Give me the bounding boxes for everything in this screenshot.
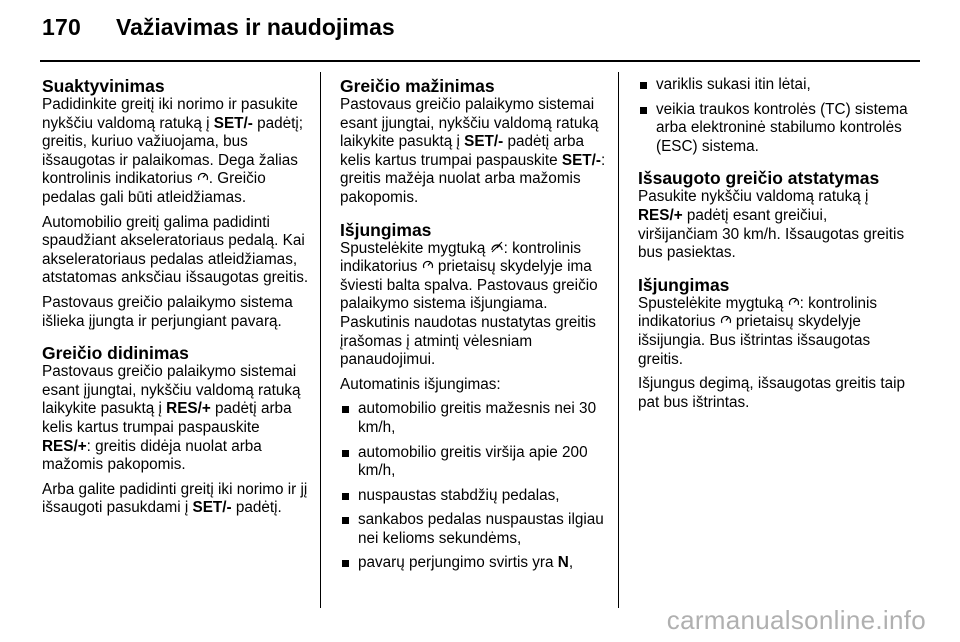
text: Spustelėkite mygtuką	[340, 239, 490, 257]
text: Pastovaus greičio palaikymo sistemai esant įjungtai, nykščiu valdomą ratuką laikykite pasuktą į	[42, 363, 301, 418]
text: padėtį arba kelis kartus trumpai paspauskite	[340, 133, 585, 169]
column-3	[638, 76, 908, 418]
page-header	[0, 0, 960, 62]
text: pavarų perjungimo svirtis yra	[358, 554, 558, 572]
heading-increase: Greičio didinimas	[42, 343, 189, 364]
paragraph	[42, 481, 312, 518]
term-res: RES/+	[166, 400, 211, 418]
term-set: SET/-	[464, 133, 504, 151]
column-1	[42, 76, 312, 524]
text: prietaisų skydelyje ima šviesti balta spalva. Pastovaus greičio palaikymo sistema išjungiama. Paskutinis naudotas nustatytas greitis įrašomas į atmintį vėlesniam panaudojimui.	[340, 258, 598, 369]
heading-activate: Suaktyvinimas	[42, 76, 165, 96]
text: : kontrolinis indikatorius	[638, 294, 878, 331]
text: padėtį.	[231, 499, 282, 517]
list-item	[340, 554, 610, 573]
term-res: RES/+	[638, 206, 683, 224]
text: prietaisų skydelyje išsijungia. Bus ištrintas išsaugotas greitis.	[638, 313, 871, 368]
text: Arba galite padidinti greitį iki norimo ir jį išsaugoti pasukdami į	[42, 480, 308, 517]
term-set: SET/-	[213, 114, 253, 132]
list-item: nuspaustas stabdžių pedalas,	[340, 487, 610, 506]
paragraph: Pastovaus greičio palaikymo sistema išlieka įjungta ir perjungiant pavarą.	[42, 293, 293, 330]
text: padėtį; greitis, kuriuo važiuojama, bus išsaugotas ir palaikomas. Dega žalias kontrolinis indikatorius	[42, 114, 304, 188]
paragraph	[42, 363, 312, 475]
auto-off-list	[340, 400, 610, 573]
column-2	[340, 76, 610, 579]
text: Spustelėkite mygtuką	[638, 294, 788, 312]
text: : kontrolinis indikatorius	[340, 239, 582, 276]
paragraph	[340, 240, 610, 370]
text: padėtį esant greičiui, viršijančiam 30 km/h. Išsaugotas greitis bus pasiektas.	[638, 206, 905, 262]
term-res: RES/+	[42, 437, 87, 455]
heading-off: Išjungimas	[340, 219, 432, 240]
text: Padidinkite greitį iki norimo ir pasukite nykščiu valdomą ratuką į	[42, 96, 298, 132]
term-neutral: N	[557, 554, 569, 572]
cruise-control-indicator-icon	[788, 295, 800, 312]
watermark: carmanualsonline.info	[666, 605, 926, 635]
text: padėtį arba kelis kartus trumpai paspauskite	[42, 400, 292, 436]
text: : greitis mažėja nuolat arba mažomis pakopomis.	[340, 151, 606, 206]
heading-decrease: Greičio mažinimas	[340, 76, 495, 96]
term-set: SET/-	[561, 151, 601, 169]
cruise-control-indicator-icon	[197, 170, 209, 187]
auto-off-list-continued	[638, 76, 908, 156]
heading-off: Išjungimas	[638, 274, 730, 295]
column-divider-1	[320, 72, 321, 608]
cruise-control-button-icon	[490, 240, 504, 257]
list-item: automobilio greitis mažesnis nei 30 km/h,	[340, 400, 610, 437]
cruise-control-indicator-icon	[720, 313, 732, 330]
page-number: 170	[42, 14, 81, 40]
paragraph	[42, 96, 312, 208]
paragraph: Automobilio greitį galima padidinti spaudžiant akseleratoriaus pedalą. Kai akseleratoriaus pedalas atleidžiamas, atstatomas anksčiau išsaugotas greitis.	[42, 213, 309, 287]
list-item: automobilio greitis viršija apie 200 km/h,	[340, 444, 610, 481]
header-rule	[40, 60, 920, 62]
list-item: sankabos pedalas nuspaustas ilgiau nei kelioms sekundėms,	[340, 511, 610, 548]
column-divider-2	[618, 72, 619, 608]
text: Pasukite nykščiu valdomą ratuką į	[638, 188, 869, 206]
paragraph	[638, 295, 908, 369]
list-item: veikia traukos kontrolės (TC) sistema arba elektroninė stabilumo kontrolės (ESC) sistema.	[638, 101, 908, 157]
text: . Greičio pedalas gali būti atleidžiamas.	[42, 170, 266, 206]
paragraph	[340, 96, 610, 208]
term-set: SET/-	[192, 499, 232, 517]
paragraph: Automatinis išjungimas:	[340, 375, 501, 393]
cruise-control-indicator-icon	[422, 258, 434, 275]
paragraph	[638, 188, 908, 262]
list-item: variklis sukasi itin lėtai,	[638, 76, 908, 95]
heading-restore: Išsaugoto greičio atstatymas	[638, 168, 880, 189]
paragraph: Išjungus degimą, išsaugotas greitis taip pat bus ištrintas.	[638, 375, 905, 411]
text: ,	[568, 554, 574, 572]
text: : greitis didėja nuolat arba mažomis pakopomis.	[42, 437, 262, 474]
text: Pastovaus greičio palaikymo sistemai esant įjungtai, nykščiu valdomą ratuką laikykite pasuktą į	[340, 96, 599, 151]
page-title: Važiavimas ir naudojimas	[116, 14, 395, 40]
